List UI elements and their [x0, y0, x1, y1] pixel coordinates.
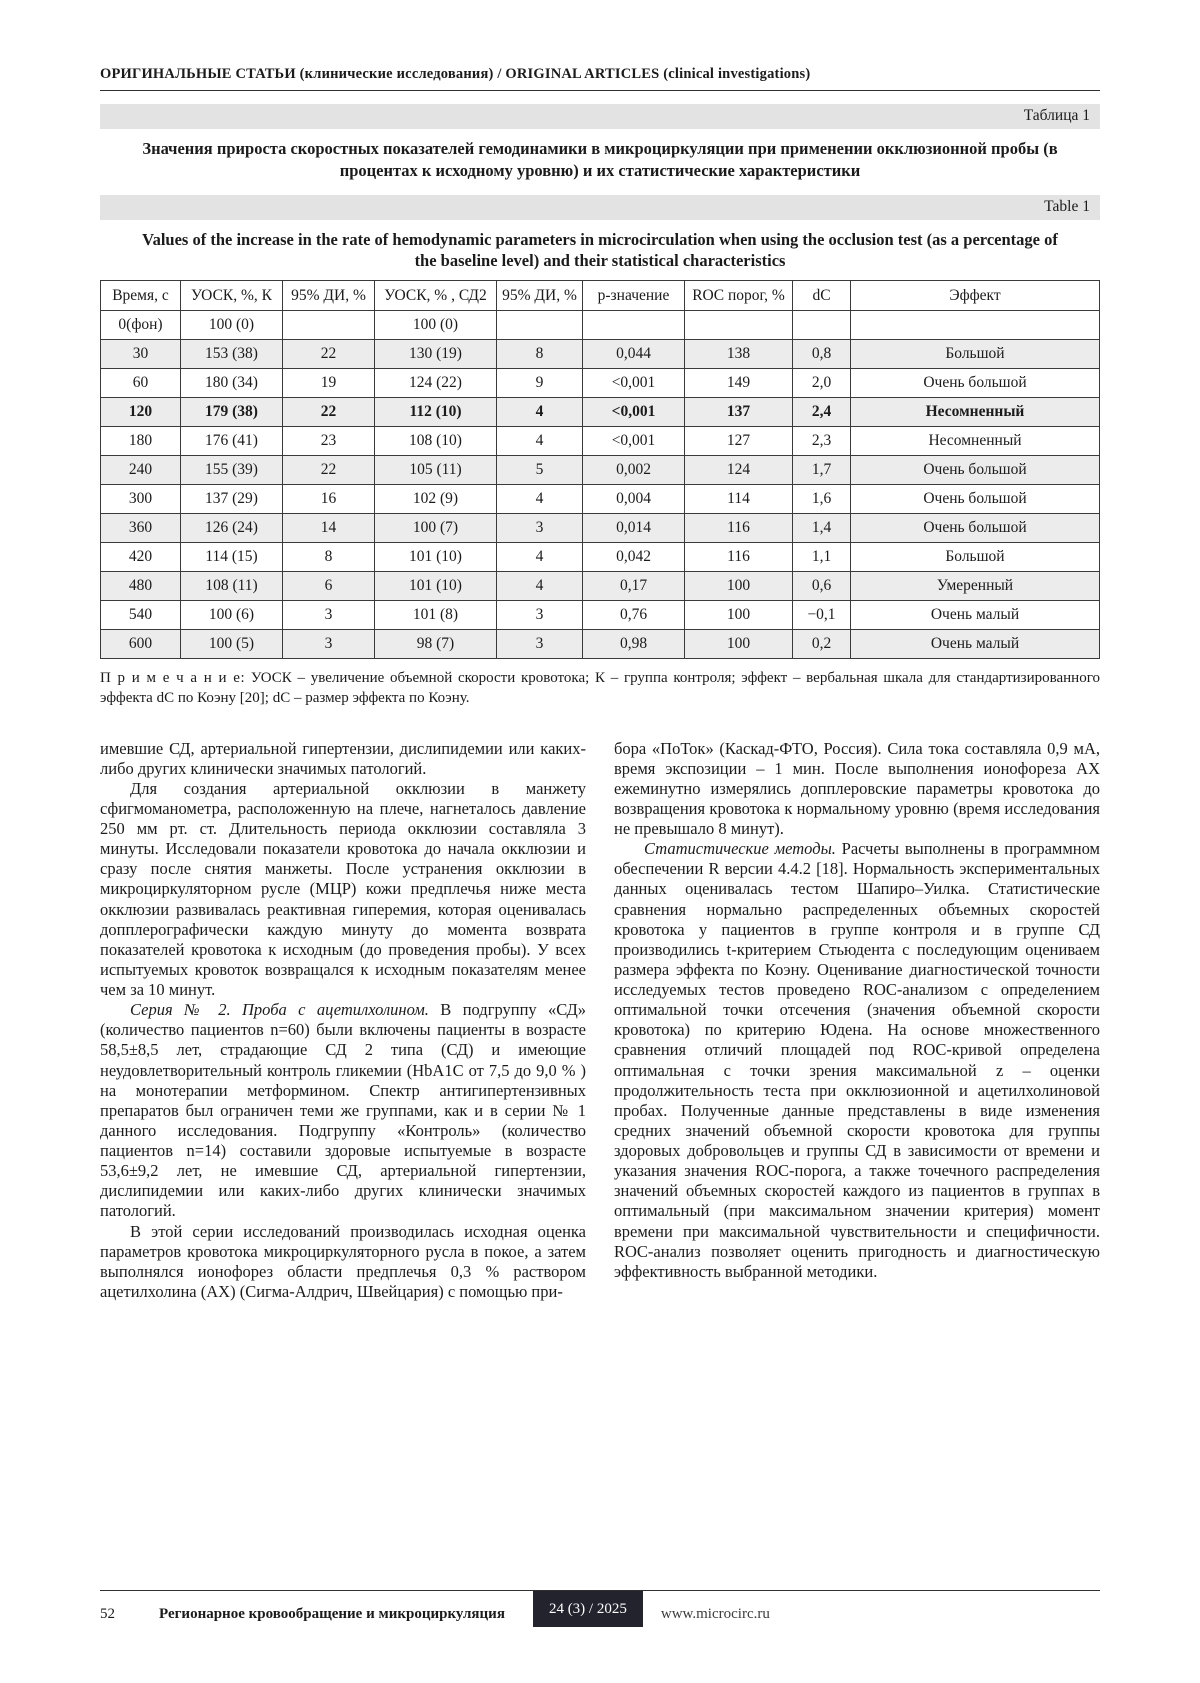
table-cell: 153 (38) — [181, 340, 283, 369]
table-cell: 0,2 — [793, 630, 851, 659]
paragraph-lead-italic: Серия № 2. Проба с ацетилхолином. — [130, 1000, 429, 1020]
table-row — [101, 398, 1100, 427]
table-cell: 4 — [497, 572, 583, 601]
table-header-cell: p-значение — [583, 281, 685, 311]
table-cell: 600 — [101, 630, 181, 659]
table-cell: Очень большой — [851, 369, 1100, 398]
table-cell: 3 — [283, 601, 375, 630]
table-row — [101, 514, 1100, 543]
table-cell: 0,76 — [583, 601, 685, 630]
table-cell: Несомненный — [851, 427, 1100, 456]
paragraph: Статистические методы. Расчеты выполнены в программном обеспечении R версии 4.4.2 [18]. Нормальность экспериментальных данных оценивалась тестом Шапиро–Уилка. Статистические сравнения нормально распределенных объемных скоростей кровотока у пациентов в группе контроля и в группе СД производились t-критерием Стьюдента с последующим оцениваем размера эффекта по Коэну. Оценивание диагностической точности исследуемых тестов проведено ROC-анализом с определением оптимальной точки отсечения (значения объемной скорости кровотока) по критерию Юдена. На основе множественного сравнения отличий площадей под ROC-кривой определена оптимальная с точки зрения максимальной z – оценки продолжительность теста при окклюзионной и ацетилхолиновой пробах. Полученные данные представлены в виде изменения средних значений объемной скорости кровотока для группы здоровых добровольцев и группы СД в зависимости от времени и указания значения ROC-порога, а также точечного распределения значений объемных скоростей каждого из пациентов в группах в оптимальный (при максимальном значении критерия) момент времени при максимальной чувствительности и специфичности. ROC-анализ позволяет оценить пригодность и диагностическую эффективность выбранной методики. — [614, 839, 1100, 1281]
paragraph: бора «ПоТок» (Каскад-ФТО, Россия). Сила тока составляла 0,9 мА, время экспозиции – 1 мин. После выполнения ионофореза АХ ежеминутно измерялись допплеровские параметры кровотока до возвращения кровотока к нормальному уровню (время исследования не превышало 8 минут). — [614, 738, 1100, 839]
results-table — [100, 280, 1100, 659]
table-row — [101, 572, 1100, 601]
table-cell: 0,002 — [583, 456, 685, 485]
table-cell: 2,4 — [793, 398, 851, 427]
table-cell: 3 — [497, 601, 583, 630]
paragraph: В этой серии исследований производилась исходная оценка параметров кровотока микроциркуляторного русла в покое, а затем выполнялся ионофорез области предплечья 0,3 % раствором ацетилхолина (АХ) (Сигма-Алдрич, Швейцария) с помощью при- — [100, 1221, 586, 1301]
table-cell: 300 — [101, 485, 181, 514]
table-cell: <0,001 — [583, 369, 685, 398]
table-cell: 0,6 — [793, 572, 851, 601]
table-cell: 112 (10) — [375, 398, 497, 427]
table-label-ru: Таблица 1 — [1023, 107, 1090, 124]
table-cell: 1,1 — [793, 543, 851, 572]
table-cell: 0,8 — [793, 340, 851, 369]
table-header-cell: УОСК, % , СД2 — [375, 281, 497, 311]
table-cell: 130 (19) — [375, 340, 497, 369]
table-header-cell: ROC порог, % — [685, 281, 793, 311]
footer — [100, 1590, 1100, 1627]
table-cell: 1,7 — [793, 456, 851, 485]
table-cell: 30 — [101, 340, 181, 369]
table-cell: 180 (34) — [181, 369, 283, 398]
table-cell: 4 — [497, 543, 583, 572]
table-cell: 176 (41) — [181, 427, 283, 456]
table-note-text: УОСК – увеличение объемной скорости кровотока; К – группа контроля; эффект – вербальная шкала для стандартизированного эффекта dC по Коэну [20]; dC – размер эффекта по Коэну. — [100, 670, 1100, 707]
table-cell: 480 — [101, 572, 181, 601]
table-cell: Умеренный — [851, 572, 1100, 601]
table-cell: 137 (29) — [181, 485, 283, 514]
table-title-en: Values of the increase in the rate of hemodynamic parameters in microcirculation when using the occlusion test (as a percentage of the baseline level) and their statistical characteristics — [142, 229, 1058, 271]
table-row — [101, 311, 1100, 340]
table-cell: 22 — [283, 398, 375, 427]
table-cell: <0,001 — [583, 398, 685, 427]
table-header-cell: 95% ДИ, % — [283, 281, 375, 311]
table-cell: 5 — [497, 456, 583, 485]
body-column-right — [614, 739, 1100, 1303]
page-content — [100, 0, 1100, 1302]
journal-url: www.microcirc.ru — [660, 1605, 770, 1622]
table-label-en-bar — [100, 195, 1100, 220]
table-cell — [497, 311, 583, 340]
table-cell: 0,98 — [583, 630, 685, 659]
journal-title: Регионарное кровообращение и микроциркуляция — [159, 1605, 505, 1622]
table-cell: 100 (0) — [181, 311, 283, 340]
table-note-label: П р и м е ч а н и е: — [100, 670, 246, 687]
table-cell: Очень большой — [851, 514, 1100, 543]
table-row — [101, 485, 1100, 514]
table-row — [101, 543, 1100, 572]
table-cell: 126 (24) — [181, 514, 283, 543]
table-row — [101, 601, 1100, 630]
table-cell: 120 — [101, 398, 181, 427]
issue-badge: 24 (3) / 2025 — [533, 1591, 643, 1627]
table-cell: 3 — [283, 630, 375, 659]
paragraph: Для создания артериальной окклюзии в манжету сфигмоманометра, расположенную на плече, нагнеталось давление 250 мм рт. ст. Длительность периода окклюзии составляла 3 минуты. Исследовали показатели кровотока до начала окклюзии и сразу после снятия манжеты. После устранения окклюзии в микроциркуляторном русле (МЦР) кожи предплечья ниже места окклюзии развивалась реактивная гиперемия, которая оценивалась допплерографически каждую минуту до момента возврата показателей кровотока к исходным (до проведения пробы). У всех испытуемых кровоток возвращался к исходным показателям менее чем за 10 минут. — [100, 778, 586, 1000]
table-cell: 100 (5) — [181, 630, 283, 659]
table-cell: <0,001 — [583, 427, 685, 456]
table-header-cell: 95% ДИ, % — [497, 281, 583, 311]
table-cell: 240 — [101, 456, 181, 485]
table-cell: 127 — [685, 427, 793, 456]
table-cell: 114 (15) — [181, 543, 283, 572]
table-header-cell: dC — [793, 281, 851, 311]
table-cell: 100 (6) — [181, 601, 283, 630]
table-cell: 179 (38) — [181, 398, 283, 427]
table-cell: 108 (11) — [181, 572, 283, 601]
table-cell: 23 — [283, 427, 375, 456]
table-cell: 3 — [497, 514, 583, 543]
table-label-en: Table 1 — [1044, 197, 1090, 215]
table-cell: 2,3 — [793, 427, 851, 456]
table-cell: 4 — [497, 398, 583, 427]
paragraph: Серия № 2. Проба с ацетилхолином. В подгруппу «СД» (количество пациентов n=60) были включены пациенты в возрасте 58,5±8,5 лет, страдающие СД 2 типа (СД) и имеющие неудовлетворительный контроль гликемии (HbA1C от 7,5 до 9,0 % ) на монотерапии метформином. Спектр антигипертензивных препаратов был ограничен теми же группами, как и в серии № 1 данного исследования. Подгруппу «Контроль» (количество пациентов n=14) составили здоровые испытуемые в возрасте 53,6±9,2 лет, не имевшие СД, артериальной гипертензии, дислипидемии или каких-либо других клинически значимых патологий. — [100, 1000, 586, 1221]
table-header-row — [101, 281, 1100, 311]
table-cell: 102 (9) — [375, 485, 497, 514]
table-cell: 124 — [685, 456, 793, 485]
table-cell: 180 — [101, 427, 181, 456]
table-cell: 116 — [685, 514, 793, 543]
table-cell: 101 (10) — [375, 572, 497, 601]
table-cell: 8 — [497, 340, 583, 369]
running-head: ОРИГИНАЛЬНЫЕ СТАТЬИ (клинические исследования) / ORIGINAL ARTICLES (clinical investigations) — [100, 66, 811, 82]
table-cell — [793, 311, 851, 340]
table-cell: 98 (7) — [375, 630, 497, 659]
table-cell: 108 (10) — [375, 427, 497, 456]
table-row — [101, 340, 1100, 369]
table-cell: 100 — [685, 630, 793, 659]
table-header-cell: УОСК, %, К — [181, 281, 283, 311]
table-cell: 16 — [283, 485, 375, 514]
table-cell: 0,17 — [583, 572, 685, 601]
table-cell: Очень большой — [851, 485, 1100, 514]
table-cell: 137 — [685, 398, 793, 427]
table-row — [101, 369, 1100, 398]
table-cell: 8 — [283, 543, 375, 572]
table-cell: 60 — [101, 369, 181, 398]
table-body — [101, 311, 1100, 659]
table-cell: 100 (7) — [375, 514, 497, 543]
table-row — [101, 630, 1100, 659]
table-cell: Очень большой — [851, 456, 1100, 485]
table-cell: Очень малый — [851, 630, 1100, 659]
table-cell: 2,0 — [793, 369, 851, 398]
table-cell: 3 — [497, 630, 583, 659]
table-cell: 0,042 — [583, 543, 685, 572]
table-cell: 4 — [497, 485, 583, 514]
table-cell: 1,6 — [793, 485, 851, 514]
header-rule — [100, 90, 1100, 91]
table-cell: 540 — [101, 601, 181, 630]
table-cell: 124 (22) — [375, 369, 497, 398]
table-note — [100, 668, 1100, 709]
page-number: 52 — [100, 1605, 115, 1622]
table-cell: 22 — [283, 340, 375, 369]
table-cell — [851, 311, 1100, 340]
table-row — [101, 456, 1100, 485]
table-cell: 114 — [685, 485, 793, 514]
table-cell: 155 (39) — [181, 456, 283, 485]
table-cell: 360 — [101, 514, 181, 543]
table-cell: 4 — [497, 427, 583, 456]
table-cell: 101 (8) — [375, 601, 497, 630]
table-cell: 420 — [101, 543, 181, 572]
paragraph: имевшие СД, артериальной гипертензии, дислипидемии или каких-либо других клинически значимых патологий. — [100, 738, 586, 778]
table-cell — [283, 311, 375, 340]
table-cell: Большой — [851, 340, 1100, 369]
table-cell: 101 (10) — [375, 543, 497, 572]
table-cell: 116 — [685, 543, 793, 572]
table-cell: 100 (0) — [375, 311, 497, 340]
table-cell: 0,004 — [583, 485, 685, 514]
table-cell — [583, 311, 685, 340]
table-cell: Большой — [851, 543, 1100, 572]
table-row — [101, 427, 1100, 456]
table-cell — [685, 311, 793, 340]
table-cell: 19 — [283, 369, 375, 398]
table-cell: −0,1 — [793, 601, 851, 630]
table-header-cell: Время, с — [101, 281, 181, 311]
table-cell: 105 (11) — [375, 456, 497, 485]
table-cell: 138 — [685, 340, 793, 369]
table-title-ru: Значения прироста скоростных показателей гемодинамики в микроциркуляции при применении окклюзионной пробы (в процентах к исходному уровню) и их статистические характеристики — [142, 139, 1058, 180]
table-header-cell: Эффект — [851, 281, 1100, 311]
table-label-ru-bar — [100, 104, 1100, 129]
table-cell: Несомненный — [851, 398, 1100, 427]
body-column-left — [100, 739, 586, 1303]
table-cell: 149 — [685, 369, 793, 398]
paragraph-lead-italic: Статистические методы. — [644, 839, 836, 859]
table-cell: 1,4 — [793, 514, 851, 543]
table-cell: 9 — [497, 369, 583, 398]
table-cell: 6 — [283, 572, 375, 601]
table-cell: 0(фон) — [101, 311, 181, 340]
table-cell: Очень малый — [851, 601, 1100, 630]
table-cell: 100 — [685, 601, 793, 630]
table-cell: 14 — [283, 514, 375, 543]
table-cell: 22 — [283, 456, 375, 485]
table-cell: 0,014 — [583, 514, 685, 543]
table-cell: 100 — [685, 572, 793, 601]
table-cell: 0,044 — [583, 340, 685, 369]
body-columns — [100, 739, 1100, 1303]
